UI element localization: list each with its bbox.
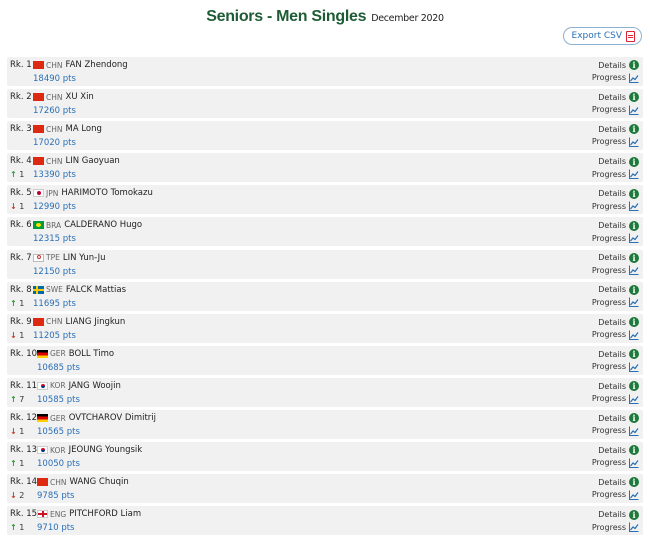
rank-change-value: 2 xyxy=(19,491,25,501)
player-name: FALCK Mattias xyxy=(65,284,126,295)
info-icon: i xyxy=(629,445,639,455)
player[interactable] xyxy=(37,349,114,359)
rank-label: Rk. 3 xyxy=(10,124,32,135)
rank-change xyxy=(10,491,24,500)
info-icon: i xyxy=(629,92,639,102)
line-chart-icon xyxy=(629,265,639,275)
details-label: Details xyxy=(598,317,626,327)
rank-change-value: 1 xyxy=(19,170,25,180)
row-links xyxy=(592,123,639,148)
progress-label: Progress xyxy=(591,330,626,339)
player-points: 18490 pts xyxy=(33,74,76,84)
player-points: 10565 pts xyxy=(37,427,80,438)
info-icon: i xyxy=(629,124,639,134)
rank-change xyxy=(10,427,24,436)
info-icon: i xyxy=(629,253,639,263)
line-chart-icon xyxy=(629,458,639,468)
page-header xyxy=(0,6,650,26)
line-chart-icon xyxy=(629,201,639,211)
rank-change xyxy=(10,331,24,340)
rank-change-value: 7 xyxy=(19,394,25,404)
player-name: XU Xin xyxy=(65,92,94,103)
rank-change-value: 1 xyxy=(19,459,25,469)
flag-icon xyxy=(37,446,48,454)
details-link[interactable] xyxy=(592,284,639,297)
line-chart-icon xyxy=(629,426,639,436)
ranking-row xyxy=(7,442,643,471)
flag-icon xyxy=(33,189,44,197)
details-link[interactable] xyxy=(592,380,639,393)
rank-change xyxy=(10,170,24,179)
details-label: Details xyxy=(598,381,626,391)
details-link[interactable] xyxy=(592,187,639,200)
rank-change xyxy=(10,523,24,532)
player-name: JANG Woojin xyxy=(68,380,121,391)
flag-icon xyxy=(33,286,44,294)
player[interactable] xyxy=(33,92,94,102)
line-chart-icon xyxy=(629,233,639,243)
details-label: Details xyxy=(598,477,626,487)
info-icon: i xyxy=(629,413,639,423)
row-links xyxy=(592,444,639,469)
rank-change-arrow-icon: ↓ xyxy=(10,491,17,501)
details-label: Details xyxy=(598,189,626,199)
player-points: 11695 pts xyxy=(33,298,76,309)
progress-label: Progress xyxy=(591,137,626,147)
progress-label: Progress xyxy=(591,490,626,500)
line-chart-icon xyxy=(629,394,639,404)
progress-link[interactable] xyxy=(592,168,639,181)
ranking-row xyxy=(7,378,643,407)
progress-link[interactable] xyxy=(592,392,639,405)
row-links xyxy=(592,284,639,309)
player-name: OVTCHAROV Dimitrij xyxy=(68,413,157,424)
player-name: HARIMOTO Tomokazu xyxy=(61,188,153,199)
details-link[interactable] xyxy=(592,476,639,489)
info-icon: i xyxy=(629,381,639,391)
rank-change xyxy=(10,202,24,211)
row-links xyxy=(592,348,639,373)
progress-link[interactable] xyxy=(592,457,639,470)
info-icon: i xyxy=(629,477,639,487)
flag-icon xyxy=(37,510,48,518)
progress-label: Progress xyxy=(591,297,626,307)
player[interactable] xyxy=(37,381,121,391)
rank-change-arrow-icon: ↑ xyxy=(10,459,17,469)
progress-label: Progress xyxy=(591,233,626,243)
ranking-row xyxy=(7,474,643,503)
rank-label: Rk. 7 xyxy=(10,252,32,263)
info-icon: i xyxy=(629,60,639,70)
country-code: KOR xyxy=(50,445,66,455)
line-chart-icon xyxy=(629,137,639,147)
row-links xyxy=(592,91,639,116)
ranking-row xyxy=(7,346,643,375)
rank-label: Rk. 14 xyxy=(10,477,38,488)
player-name: JEOUNG Youngsik xyxy=(68,445,143,456)
details-link[interactable] xyxy=(592,316,639,329)
progress-link[interactable] xyxy=(592,360,639,373)
player-name: PITCHFORD Liam xyxy=(69,509,142,520)
player[interactable] xyxy=(33,220,142,230)
line-chart-icon xyxy=(629,105,639,115)
info-icon: i xyxy=(629,189,639,199)
player-name: MA Long xyxy=(65,124,102,135)
row-links xyxy=(592,219,639,244)
progress-label: Progress xyxy=(591,105,626,115)
country-code: CHN xyxy=(46,92,63,102)
details-label: Details xyxy=(598,445,626,455)
progress-label: Progress xyxy=(591,458,626,468)
rank-label: Rk. 2 xyxy=(10,92,32,103)
player[interactable] xyxy=(33,285,126,295)
details-link[interactable] xyxy=(592,91,639,104)
player-name: LIN Yun-Ju xyxy=(62,252,106,263)
export-csv-label: Export CSV xyxy=(571,31,622,41)
page-title: Seniors - Men Singles xyxy=(206,8,367,25)
row-links xyxy=(592,252,639,277)
country-code: JPN xyxy=(46,188,59,198)
player-name: LIN Gaoyuan xyxy=(65,156,120,167)
line-chart-icon xyxy=(629,522,639,532)
country-code: CHN xyxy=(50,477,67,487)
player-points: 13390 pts xyxy=(33,170,76,181)
details-link[interactable] xyxy=(592,219,639,232)
details-link[interactable] xyxy=(592,155,639,168)
rank-change-value: 1 xyxy=(19,330,25,340)
file-icon xyxy=(626,31,635,42)
progress-link[interactable] xyxy=(592,72,639,85)
rank-label: Rk. 15 xyxy=(10,509,38,520)
ranking-row xyxy=(7,217,643,246)
info-icon: i xyxy=(629,221,639,231)
progress-label: Progress xyxy=(591,394,626,404)
progress-link[interactable] xyxy=(592,489,639,502)
details-link[interactable] xyxy=(592,252,639,265)
country-code: CHN xyxy=(46,317,63,327)
row-links xyxy=(592,59,639,84)
details-label: Details xyxy=(598,221,626,231)
details-link[interactable] xyxy=(592,508,639,521)
progress-label: Progress xyxy=(591,362,626,372)
player-name: CALDERANO Hugo xyxy=(64,220,143,231)
flag-icon xyxy=(33,221,44,229)
row-links xyxy=(592,412,639,437)
row-links xyxy=(592,187,639,212)
ranking-row xyxy=(7,282,643,311)
ranking-row xyxy=(7,89,643,118)
info-icon: i xyxy=(629,317,639,327)
details-label: Details xyxy=(598,413,626,423)
player-name: BOLL Timo xyxy=(68,348,115,359)
player[interactable] xyxy=(33,253,106,263)
details-label: Details xyxy=(598,124,626,134)
player[interactable] xyxy=(37,445,142,455)
rank-label: Rk. 6 xyxy=(10,220,32,231)
player-points: 11205 pts xyxy=(33,330,76,341)
flag-icon xyxy=(37,478,48,486)
details-link[interactable] xyxy=(592,348,639,361)
progress-link[interactable] xyxy=(592,264,639,277)
details-label: Details xyxy=(598,349,626,359)
progress-label: Progress xyxy=(591,201,626,211)
country-code: CHN xyxy=(46,124,63,134)
player[interactable] xyxy=(33,156,120,166)
details-label: Details xyxy=(598,285,626,295)
rank-label: Rk. 1 xyxy=(10,60,32,70)
rank-change-arrow-icon: ↑ xyxy=(10,394,17,404)
country-code: CHN xyxy=(46,60,63,70)
ranking-row xyxy=(7,57,643,86)
export-csv-button[interactable] xyxy=(563,27,642,45)
ranking-row xyxy=(7,121,643,150)
country-code: GER xyxy=(50,413,66,423)
player[interactable] xyxy=(33,317,125,327)
page-subtitle: December 2020 xyxy=(371,13,444,24)
player-points: 12315 pts xyxy=(33,234,76,245)
country-code: BRA xyxy=(46,220,62,230)
row-links xyxy=(592,380,639,405)
flag-icon xyxy=(37,414,48,422)
player-name: WANG Chuqin xyxy=(69,477,129,488)
details-label: Details xyxy=(598,60,626,70)
rank-change-value: 1 xyxy=(19,523,25,533)
progress-link[interactable] xyxy=(592,328,639,341)
details-label: Details xyxy=(598,253,626,263)
line-chart-icon xyxy=(629,490,639,500)
row-links xyxy=(592,155,639,180)
player-points: 10585 pts xyxy=(37,394,80,405)
player-points: 17260 pts xyxy=(33,106,76,117)
rank-change xyxy=(10,459,24,468)
player[interactable] xyxy=(33,124,102,134)
details-link[interactable] xyxy=(592,123,639,136)
rank-change-value: 1 xyxy=(19,427,25,437)
progress-label: Progress xyxy=(591,522,626,532)
details-label: Details xyxy=(598,510,626,520)
rank-change-arrow-icon: ↑ xyxy=(10,298,17,308)
progress-link[interactable] xyxy=(592,296,639,309)
progress-link[interactable] xyxy=(592,425,639,438)
progress-link[interactable] xyxy=(592,136,639,149)
player[interactable] xyxy=(33,60,128,70)
country-code: TPE xyxy=(46,253,60,263)
line-chart-icon xyxy=(629,73,639,83)
rank-label: Rk. 4 xyxy=(10,156,32,167)
country-code: KOR xyxy=(50,381,66,391)
rank-change-arrow-icon: ↓ xyxy=(10,202,17,212)
country-code: SWE xyxy=(46,285,63,295)
country-code: ENG xyxy=(50,509,67,519)
rank-change-arrow-icon: ↑ xyxy=(10,170,17,180)
player[interactable] xyxy=(37,413,156,423)
player-points: 17020 pts xyxy=(33,138,76,149)
rank-change-arrow-icon: ↓ xyxy=(10,427,17,437)
line-chart-icon xyxy=(629,169,639,179)
rank-label: Rk. 11 xyxy=(10,380,38,391)
line-chart-icon xyxy=(629,362,639,372)
player-points: 9785 pts xyxy=(37,491,75,502)
progress-link[interactable] xyxy=(592,521,639,534)
info-icon: i xyxy=(629,349,639,359)
rank-label: Rk. 10 xyxy=(10,348,38,359)
player-points: 12990 pts xyxy=(33,202,76,213)
ranking-row xyxy=(7,410,643,439)
player[interactable] xyxy=(33,188,153,198)
rank-change-arrow-icon: ↓ xyxy=(10,330,17,340)
row-links xyxy=(592,316,639,341)
country-code: GER xyxy=(50,349,66,359)
line-chart-icon xyxy=(629,297,639,307)
rank-label: Rk. 9 xyxy=(10,316,32,327)
progress-label: Progress xyxy=(591,73,626,83)
progress-label: Progress xyxy=(591,426,626,436)
rank-change-value: 1 xyxy=(19,298,25,308)
ranking-row xyxy=(7,250,643,279)
flag-icon xyxy=(33,61,44,69)
player-points: 12150 pts xyxy=(33,266,76,277)
rank-change-value: 1 xyxy=(19,202,25,212)
flag-icon xyxy=(37,382,48,390)
flag-icon xyxy=(33,318,44,326)
player-points: 10685 pts xyxy=(37,362,80,373)
ranking-row xyxy=(7,153,643,182)
progress-label: Progress xyxy=(591,265,626,275)
rank-label: Rk. 12 xyxy=(10,413,38,424)
player[interactable] xyxy=(37,477,129,487)
line-chart-icon xyxy=(629,330,639,340)
details-label: Details xyxy=(598,157,626,167)
rank-label: Rk. 5 xyxy=(10,188,32,199)
info-icon: i xyxy=(629,510,639,520)
row-links xyxy=(592,476,639,501)
progress-label: Progress xyxy=(591,169,626,179)
player-name: LIANG Jingkun xyxy=(65,316,126,327)
country-code: CHN xyxy=(46,156,63,166)
player-points: 10050 pts xyxy=(37,459,80,470)
details-link[interactable] xyxy=(592,412,639,425)
rank-change xyxy=(10,299,24,308)
ranking-row xyxy=(7,314,643,343)
player[interactable] xyxy=(37,509,141,519)
details-label: Details xyxy=(598,92,626,102)
rank-label: Rk. 8 xyxy=(10,284,32,295)
details-link[interactable] xyxy=(592,444,639,457)
progress-link[interactable] xyxy=(592,200,639,213)
ranking-row xyxy=(7,185,643,214)
flag-icon xyxy=(33,157,44,165)
ranking-row xyxy=(7,506,643,535)
flag-icon xyxy=(33,125,44,133)
progress-link[interactable] xyxy=(592,232,639,245)
ranking-list xyxy=(7,57,643,538)
flag-icon xyxy=(33,254,44,262)
info-icon: i xyxy=(629,285,639,295)
rank-change xyxy=(10,395,24,404)
rank-change-arrow-icon: ↑ xyxy=(10,523,17,533)
row-links xyxy=(592,508,639,533)
details-link[interactable] xyxy=(592,59,639,72)
player-points: 9710 pts xyxy=(37,523,75,534)
info-icon: i xyxy=(629,157,639,167)
flag-icon xyxy=(33,93,44,101)
rank-label: Rk. 13 xyxy=(10,445,38,456)
player-name: FAN Zhendong xyxy=(65,60,128,70)
progress-link[interactable] xyxy=(592,104,639,117)
flag-icon xyxy=(37,350,48,358)
